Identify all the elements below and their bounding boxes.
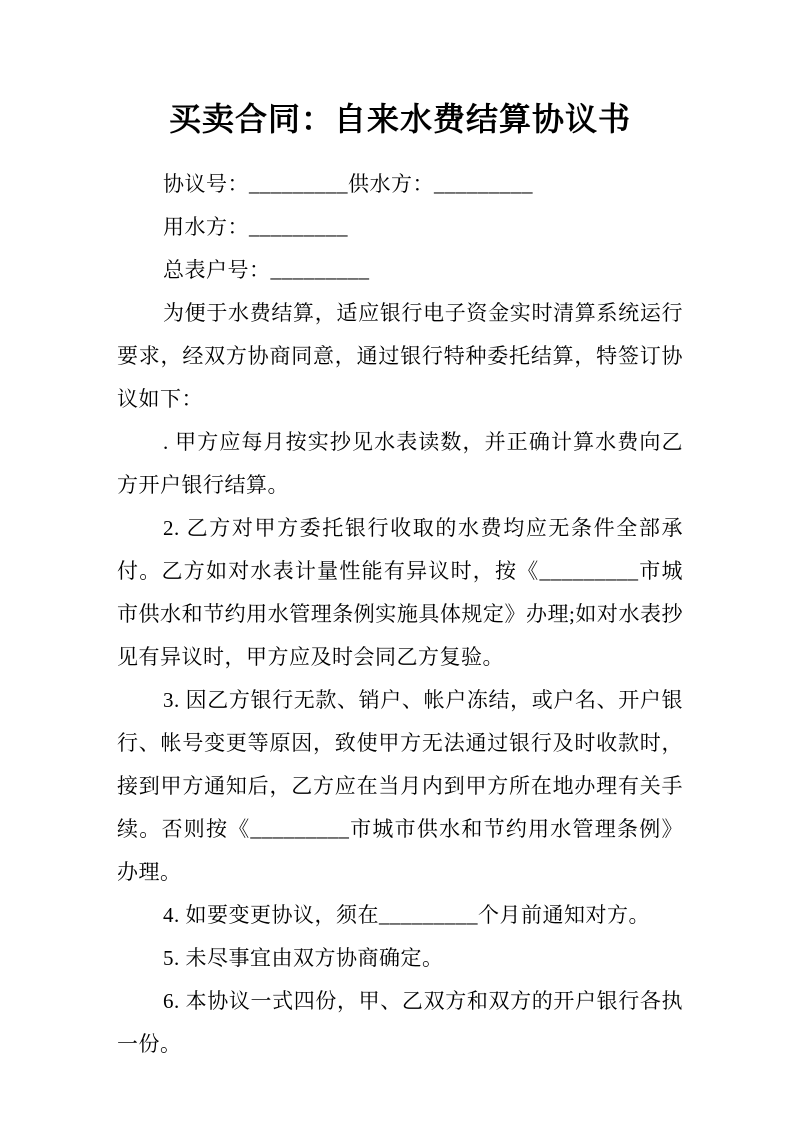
paragraph-preamble: 为便于水费结算，适应银行电子资金实时清算系统运行要求，经双方协商同意，通过银行特种委托结算，特签订协议如下： <box>117 301 683 411</box>
clause-5: 5. 未尽事宜由双方协商确定。 <box>163 946 444 970</box>
document-title: 买卖合同：自来水费结算协议书 <box>168 101 631 137</box>
field-line-water-user: 用水方：_________ <box>163 215 348 239</box>
field-line-master-meter-account: 总表户号：_________ <box>163 258 370 282</box>
field-line-agreement-number-and-supplier: 协议号：_________供水方：_________ <box>163 172 533 196</box>
clause-3: 3. 因乙方银行无款、销户、帐户冻结，或户名、开户银行、帐号变更等原因，致使甲方无法通过银行及时收款时，接到甲方通知后，乙方应在当月内到甲方所在地办理有关手续。否则按《_________市城市供水和节约用水管理条例》办理。 <box>117 688 683 884</box>
clause-1: . 甲方应每月按实抄见水表读数，并正确计算水费向乙方开户银行结算。 <box>117 430 683 497</box>
clause-4: 4. 如要变更协议，须在_________个月前通知对方。 <box>163 903 650 927</box>
clause-2: 2. 乙方对甲方委托银行收取的水费均应无条件全部承付。乙方如对水表计量性能有异议时，按《_________市城市供水和节约用水管理条例实施具体规定》办理;如对水表抄见有异议时，甲方应及时会同乙方复验。 <box>117 516 683 669</box>
clause-6: 6. 本协议一式四份，甲、乙双方和双方的开户银行各执一份。 <box>117 989 683 1056</box>
